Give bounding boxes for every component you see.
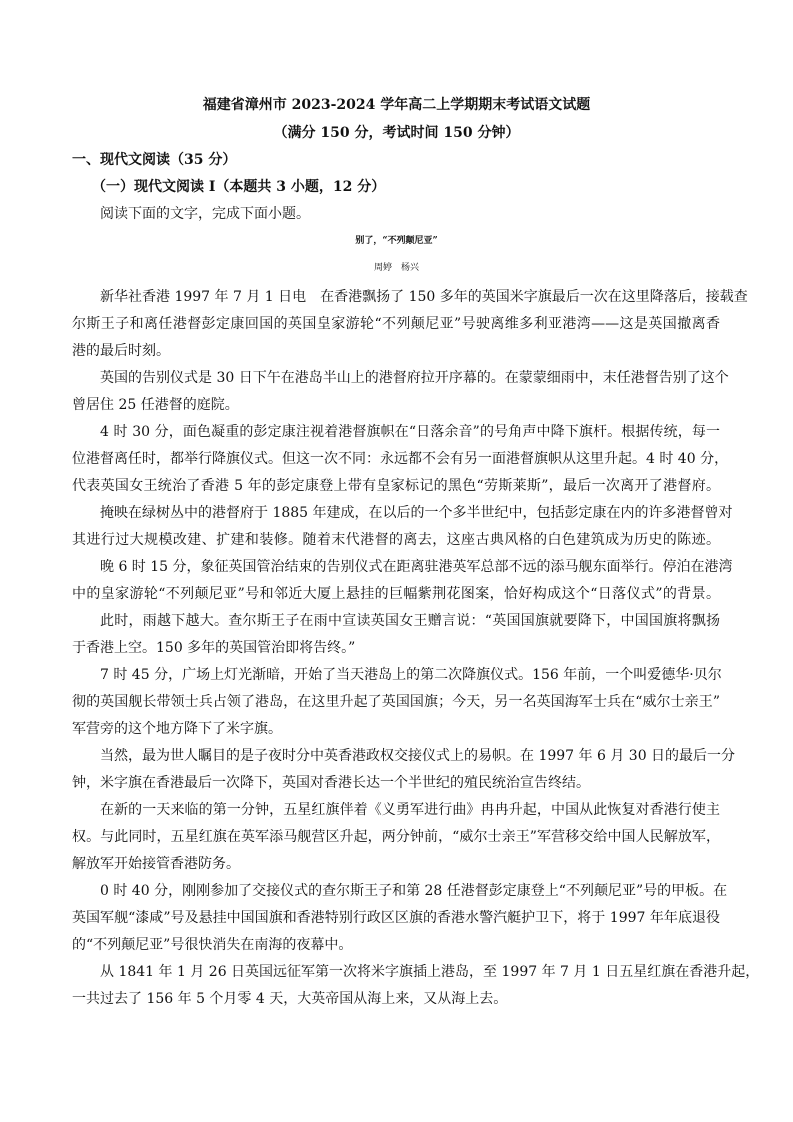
article-line: 其进行过大规模改建、扩建和装修。随着末代港督的离去，这座古典风格的白色建筑成为历史的陈迹。 [72, 532, 720, 548]
article-line: 4 时 30 分，面色凝重的彭定康注视着港督旗帜在“日落余音”的号角声中降下旗杆。根据传统，每一 [100, 424, 720, 440]
article-line: 钟，米字旗在香港最后一次降下，英国对香港长达一个半世纪的殖民统治宣告终结。 [72, 775, 590, 791]
subsection-heading: （一）现代文阅读 I（本题共 3 小题，12 分） [92, 179, 386, 195]
article-line: 于香港上空。150 多年的英国管治即将告终。” [72, 640, 356, 656]
article-line: 当然，最为世人瞩目的是子夜时分中英香港政权交接仪式上的易帜。在 1997 年 6 月 30 日的最后一分 [100, 748, 736, 764]
article-line: 此时，雨越下越大。查尔斯王子在雨中宣读英国女王赠言说：“英国国旗就要降下，中国国旗将飘扬 [100, 613, 720, 629]
article-line: 新华社香港 1997 年 7 月 1 日电 在香港飘扬了 150 多年的英国米字旗最后一次在这里降落后，接载查 [100, 289, 748, 305]
article-line: 解放军开始接管香港防务。 [72, 856, 240, 872]
article-line: 从 1841 年 1 月 26 日英国远征军第一次将米字旗插上港岛，至 1997 年 7 月 1 日五星红旗在香港升起， [100, 964, 760, 980]
article-title: 别了，“不列颠尼亚” [355, 236, 438, 246]
reading-instruction: 阅读下面的文字，完成下面小题。 [100, 206, 310, 222]
section-heading: 一、现代文阅读（35 分） [72, 152, 237, 168]
article-line: 位港督离任时，都举行降旗仪式。但这一次不同：永远都不会有另一面港督旗帜从这里升起。4 时 40 分， [72, 451, 729, 467]
article-line: 英国的告别仪式是 30 日下午在港岛半山上的港督府拉开序幕的。在蒙蒙细雨中，末任港督告别了这个 [100, 370, 729, 386]
article-line: 彻的英国舰长带领士兵占领了港岛，在这里升起了英国国旗；今天，另一名英国海军士兵在“威尔士亲王” [72, 694, 720, 710]
article-line: 0 时 40 分，刚刚参加了交接仪式的查尔斯王子和第 28 任港督彭定康登上“不列颠尼亚”号的甲板。在 [100, 883, 728, 899]
article-line: 晚 6 时 15 分，象征英国管治结束的告别仪式在距离驻港英军总部不远的添马舰东面举行。停泊在港湾 [100, 559, 733, 575]
article-line: 的“不列颠尼亚”号很快消失在南海的夜幕中。 [72, 937, 353, 953]
article-line: 权。与此同时，五星红旗在英军添马舰营区升起，两分钟前，“威尔士亲王”军营移交给中国人民解放军， [72, 829, 720, 845]
article-line: 一共过去了 156 年 5 个月零 4 天，大英帝国从海上来，又从海上去。 [72, 991, 508, 1007]
article-line: 尔斯王子和离任港督彭定康回国的英国皇家游轮“不列颠尼亚”号驶离维多利亚港湾——这是英国撤离香 [72, 316, 720, 332]
document-title: 福建省漳州市 2023-2024 学年高二上学期期末考试语文试题 [202, 97, 591, 113]
article-line: 中的皇家游轮“不列颠尼亚”号和邻近大厦上悬挂的巨幅紫荆花图案，恰好构成这个“日落仪式”的背景。 [72, 586, 720, 602]
document-subtitle: （满分 150 分，考试时间 150 分钟） [273, 125, 520, 141]
article-line: 掩映在绿树丛中的港督府于 1885 年建成，在以后的一个多半世纪中，包括彭定康在内的许多港督曾对 [100, 505, 733, 521]
article-line: 代表英国女王统治了香港 5 年的彭定康登上带有皇家标记的黑色“劳斯莱斯”，最后一次离开了港督府。 [72, 478, 720, 494]
article-line: 在新的一天来临的第一分钟，五星红旗伴着《义勇军进行曲》冉冉升起，中国从此恢复对香港行使主 [100, 802, 720, 818]
article-line: 军营旁的这个地方降下了米字旗。 [72, 721, 282, 737]
article-line: 英国军舰“漆咸”号及悬挂中国国旗和香港特别行政区区旗的香港水警汽艇护卫下，将于 1997 年年底退役 [72, 910, 720, 926]
article-line: 港的最后时刻。 [72, 343, 170, 359]
article-authors: 周婷 杨兴 [373, 263, 419, 273]
article-line: 7 时 45 分，广场上灯光渐暗，开始了当天港岛上的第二次降旗仪式。156 年前，一个叫爱德华·贝尔 [100, 667, 722, 683]
article-line: 曾居住 25 任港督的庭院。 [72, 397, 239, 413]
